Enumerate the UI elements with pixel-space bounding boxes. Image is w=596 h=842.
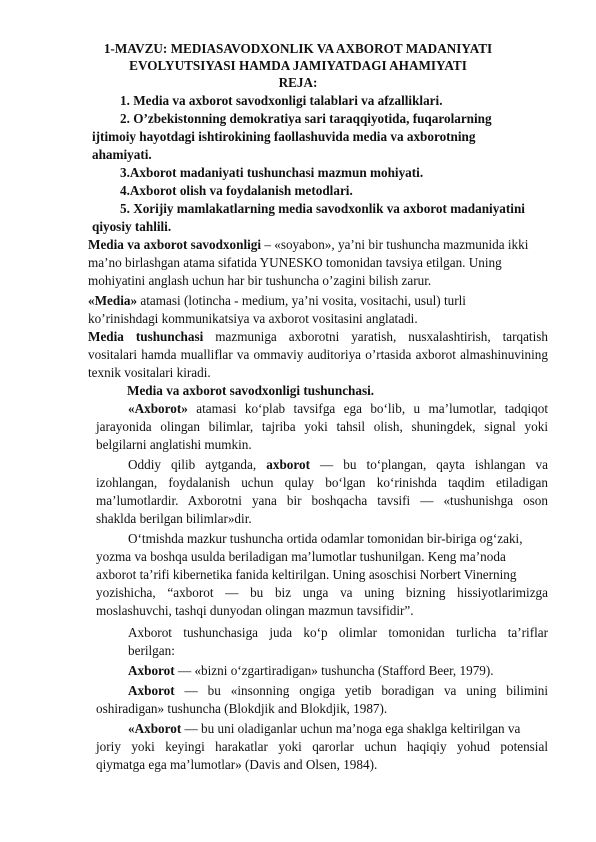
plan-heading: REJA: — [278, 75, 318, 90]
title-line-2: EVOLYUTSIYASI HAMDA JAMIYATDAGI AHAMIYATI — [129, 58, 467, 73]
paragraph-5-intro: Oddiy qilib aytganda, — [128, 457, 267, 472]
definition-davis-text: — bu uni oladiganlar uchun ma’noga ega shaklga keltirilgan va — [181, 721, 521, 736]
paragraph-5-line-1 — [128, 456, 548, 474]
term-axborot-beer: Axborot — [128, 663, 175, 678]
paragraph-2-line-1 — [88, 292, 466, 310]
paragraph-1-text: – «soyabon», ya’ni bir tushuncha mazmunida ikki — [261, 237, 529, 252]
definition-beer — [128, 662, 494, 680]
paragraph-3-text: mazmuniga axborotni yaratish, nusxalashtirish, tarqatish — [203, 329, 548, 344]
paragraph-5-line-2: izohlangan, foydalanish uchun qulay bo‘lgan ko‘rinishda taqdim etiladigan — [96, 475, 548, 490]
paragraph-5-text: — bu to‘plangan, qayta ishlangan va — [309, 457, 548, 472]
paragraph-6-line-2: yozma va boshqa usulda beriladigan ma’lumotlar tushunilgan. Keng ma’noda — [96, 549, 506, 564]
term-media: «Media» — [88, 293, 138, 308]
paragraph-3-line-2: vositalari hamda mualliflar va ommaviy auditoriya o’rtasida axborot almashinuvining — [88, 347, 548, 362]
paragraph-3-line-1 — [88, 328, 548, 346]
paragraph-5-line-4: shaklda berilgan bilimlar»dir. — [96, 511, 252, 526]
definition-blokdjik-text: — bu «insonning ongiga yetib boradigan va uning bilimini — [174, 683, 548, 698]
plan-item-2-line-3: ahamiyati. — [92, 147, 152, 162]
plan-item-5-line-2: qiyosiy tahlili. — [92, 219, 172, 234]
paragraph-4-line-1 — [128, 400, 548, 418]
definition-blokdjik-line-2: oshiradigan» tushuncha (Blokdjik and Blokdjik, 1987). — [96, 701, 388, 716]
paragraph-4-line-3: belgilarni anglatishi mumkin. — [96, 437, 252, 452]
term-axborot-inline: axborot — [266, 457, 310, 472]
definition-davis-line-3: qiymatga ega ma’lumotlar» (Davis and Olsen, 1984). — [96, 757, 378, 772]
term-axborot-blokdjik: Axborot — [128, 683, 175, 698]
definition-davis-line-1 — [128, 720, 520, 738]
term-media-literacy: Media va axborot savodxonligi — [88, 237, 262, 252]
paragraph-6-line-4: yozishicha, “axborot — bu biz unga va uning bizning hissiyotlarimizga — [96, 585, 548, 600]
plan-item-5-line-1: 5. Xorijiy mamlakatlarning media savodxonlik va axborot madaniyatini — [120, 201, 525, 216]
paragraph-2-text: atamasi (lotincha - medium, ya’ni vosita, vositachi, usul) turli — [137, 293, 466, 308]
paragraph-1-line-2: ma’no birlashgan atama sifatida YUNESKO tomonidan tavsiya etilgan. Uning — [88, 255, 502, 270]
paragraph-6-line-5: moslashuvchi, tashqi dunyodan olingan mazmun tavsifidir”. — [96, 603, 414, 618]
paragraph-4-text: atamasi ko‘plab tavsifga ega bo‘lib, u ma’lumotlar, tadqiqot — [187, 401, 548, 416]
paragraph-1-line-1 — [88, 236, 528, 254]
paragraph-2-line-2: ko’rinishdagi kommunikatsiya va axborot vositasini anglatadi. — [88, 311, 418, 326]
definition-davis-line-2: joriy yoki keyingi harakatlar yoki qarorlar uchun haqiqiy yohud potensial — [96, 739, 548, 754]
title-line-1: 1-MAVZU: MEDIASAVODXONLIK VA AXBOROT MADANIYATI — [103, 41, 493, 56]
plan-item-2-line-1: 2. O’zbekistonning demokratiya sari taraqqiyotida, fuqarolarning — [120, 111, 492, 126]
paragraph-1-line-3: mohiyatini anglash uchun har bir tushuncha o’zagini bilish zarur. — [88, 273, 432, 288]
section-subheading: Media va axborot savodxonligi tushunchasi. — [127, 383, 375, 398]
term-axborot: «Axborot» — [128, 401, 188, 416]
plan-item-1: 1. Media va axborot savodxonligi talablari va afzalliklari. — [120, 93, 443, 108]
plan-item-2-line-2: ijtimoiy hayotdagi ishtirokining faollashuvida media va axborotning — [92, 129, 476, 144]
paragraph-3-line-3: texnik vositalari kiradi. — [88, 365, 211, 380]
term-media-concept: Media tushunchasi — [88, 329, 204, 344]
term-axborot-davis: «Axborot — [128, 721, 182, 736]
paragraph-7-line-1: Axborot tushunchasiga juda ko‘p olimlar tomonidan turlicha ta’riflar — [128, 625, 548, 640]
paragraph-6-line-1: O‘tmishda mazkur tushuncha ortida odamlar tomonidan bir-biriga og‘zaki, — [128, 531, 523, 546]
paragraph-6-line-3: axborot ta’rifi kibernetika fanida keltirilgan. Uning asoschisi Norbert Vinerning — [96, 567, 517, 582]
plan-item-4: 4.Axborot olish va foydalanish metodlari. — [120, 183, 353, 198]
plan-item-3: 3.Axborot madaniyati tushunchasi mazmun mohiyati. — [120, 165, 424, 180]
paragraph-4-line-2: jarayonida olingan bilimlar, tajriba yoki tahsil olish, shuningdek, signal yoki — [96, 419, 548, 434]
definition-beer-text: — «bizni o‘zgartiradigan» tushuncha (Stafford Beer, 1979). — [174, 663, 494, 678]
paragraph-7-line-2: berilgan: — [128, 643, 175, 658]
paragraph-5-line-3: ma’lumotlardir. Axborotni yana bir boshqacha tavsifi — «tushunishga oson — [96, 493, 548, 508]
definition-blokdjik-line-1 — [128, 682, 548, 700]
